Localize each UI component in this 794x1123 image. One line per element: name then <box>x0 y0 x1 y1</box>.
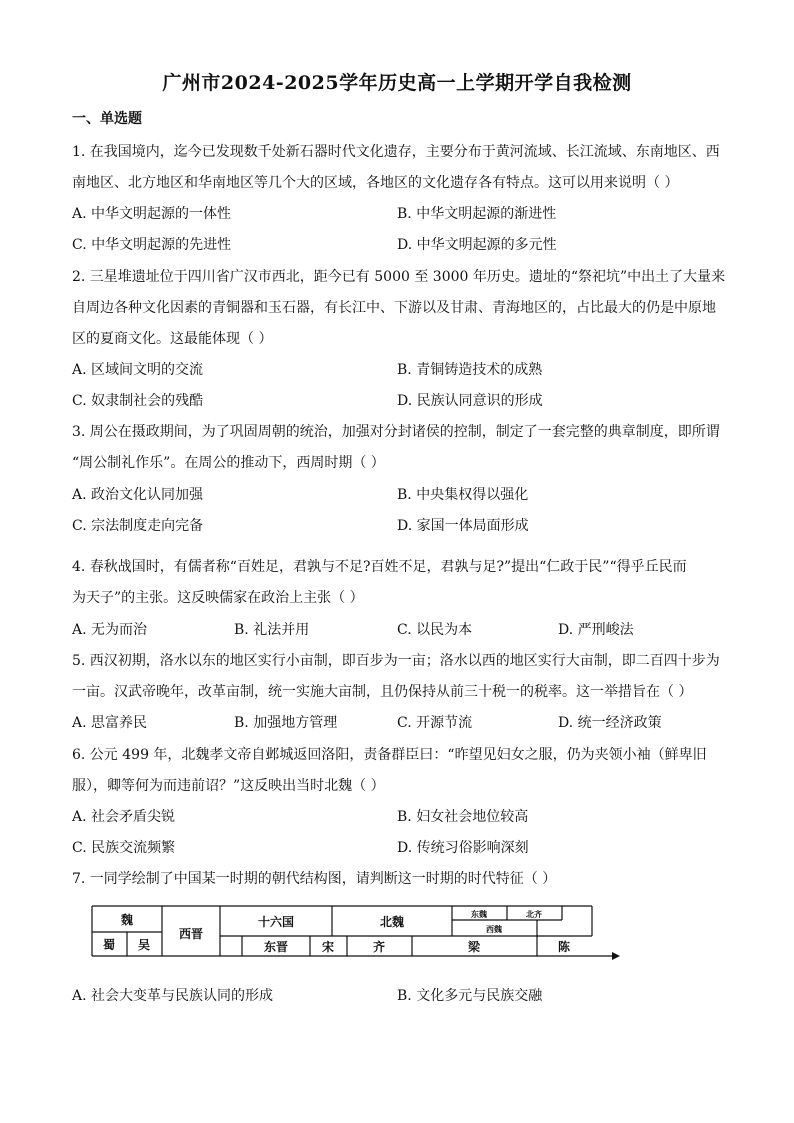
dynasty-xiwei: 西魏 <box>486 924 502 934</box>
q6-line-1: 6. 公元 499 年，北魏孝文帝自邺城返回洛阳，责备群臣曰：“昨望见妇女之服，仍为夹领小袖（鲜卑旧 <box>72 747 707 763</box>
q6-option-c[interactable]: C. 民族交流频繁 <box>72 840 176 856</box>
q3-option-d[interactable]: D. 家国一体局面形成 <box>397 518 529 534</box>
q5-line-1: 5. 西汉初期，洛水以东的地区实行小亩制，即百步为一亩；洛水以西的地区实行大亩制，即二百四十步为 <box>72 653 720 669</box>
q4-line-1: 4. 春秋战国时，有儒者称“百姓足，君孰与不足?百姓不足，君孰与足?”提出“仁政于民”“得乎丘民而 <box>72 559 687 575</box>
q2-option-c[interactable]: C. 奴隶制社会的残酷 <box>72 393 204 409</box>
dynasty-xijin: 西晋 <box>178 927 204 941</box>
q4-option-d[interactable]: D. 严刑峻法 <box>558 622 634 638</box>
q7-option-a[interactable]: A. 社会大变革与民族认同的形成 <box>72 988 274 1004</box>
q5-option-b[interactable]: B. 加强地方管理 <box>234 715 338 731</box>
q5-line-2: 一亩。汉武帝晚年，改革亩制，统一实施大亩制，且仍保持从前三十税一的税率。这一举措旨在（ ） <box>72 684 693 700</box>
dynasty-chen: 陈 <box>557 940 571 954</box>
q3-option-a[interactable]: A. 政治文化认同加强 <box>72 487 204 503</box>
q3-line-2: “周公制礼作乐”。在周公的推动下，西周时期（ ） <box>72 455 385 471</box>
q1-option-d[interactable]: D. 中华文明起源的多元性 <box>397 237 557 253</box>
dynasty-qi: 齐 <box>372 940 386 954</box>
q1-line-2: 南地区、北方地区和华南地区等几个大的区域，各地区的文化遗存各有特点。这可以用来说明（ ） <box>72 175 679 191</box>
q5-option-c[interactable]: C. 开源节流 <box>397 715 473 731</box>
q4-option-b[interactable]: B. 礼法并用 <box>234 622 310 638</box>
q7-line-1: 7. 一同学绘制了中国某一时期的朝代结构图，请判断这一时期的时代特征（ ） <box>72 871 557 887</box>
q6-option-b[interactable]: B. 妇女社会地位较高 <box>397 809 529 825</box>
q1-line-1: 1. 在我国境内，迄今已发现数千处新石器时代文化遗存，主要分布于黄河流域、长江流域、东南地区、西 <box>72 144 720 160</box>
timeline-arrow-icon <box>612 952 620 960</box>
q2-option-a[interactable]: A. 区域间文明的交流 <box>72 362 204 378</box>
dynasty-beiqi: 北齐 <box>526 909 542 919</box>
q6-option-d[interactable]: D. 传统习俗影响深刻 <box>397 840 529 856</box>
q2-line-1: 2. 三星堆遗址位于四川省广汉市西北，距今已有 5000 至 3000 年历史。遗址的“祭祀坑”中出土了大量来 <box>72 269 726 285</box>
q7-option-b[interactable]: B. 文化多元与民族交融 <box>397 988 543 1004</box>
q5-option-d[interactable]: D. 统一经济政策 <box>558 715 662 731</box>
q4-option-a[interactable]: A. 无为而治 <box>72 622 148 638</box>
q1-option-b[interactable]: B. 中华文明起源的渐进性 <box>397 206 557 222</box>
dynasty-liang: 梁 <box>467 940 481 954</box>
dynasty-wu: 吴 <box>137 938 151 952</box>
dynasty-song: 宋 <box>321 940 335 954</box>
q2-option-d[interactable]: D. 民族认同意识的形成 <box>397 393 543 409</box>
dynasty-wei: 魏 <box>120 913 134 927</box>
q4-line-2: 为天子”的主张。这反映儒家在政治上主张（ ） <box>72 590 364 606</box>
q3-option-c[interactable]: C. 宗法制度走向完备 <box>72 518 204 534</box>
q3-option-b[interactable]: B. 中央集权得以强化 <box>397 487 529 503</box>
dynasty-beiwei: 北魏 <box>379 915 405 929</box>
section-heading: 一、单选题 <box>72 111 142 127</box>
dynasty-shu: 蜀 <box>102 938 116 952</box>
dynasty-structure-diagram <box>72 896 620 974</box>
dynasty-dongwei: 东魏 <box>471 909 487 919</box>
q6-line-2: 服），卿等何为而违前诏？”这反映出当时北魏（ ） <box>72 778 385 794</box>
q1-option-c[interactable]: C. 中华文明起源的先进性 <box>72 237 232 253</box>
q2-line-3: 区的夏商文化。这最能体现（ ） <box>72 331 273 347</box>
page-title: 广州市2024-2025学年历史高一上学期开学自我检测 <box>162 72 632 94</box>
q6-option-a[interactable]: A. 社会矛盾尖锐 <box>72 809 176 825</box>
q5-option-a[interactable]: A. 思富养民 <box>72 715 148 731</box>
q2-line-2: 自周边各种文化因素的青铜器和玉石器，有长江中、下游以及甘肃、青海地区的，占比最大的仍是中原地 <box>72 300 716 316</box>
q3-line-1: 3. 周公在摄政期间，为了巩固周朝的统治，加强对分封诸侯的控制，制定了一套完整的典章制度，即所谓 <box>72 424 720 440</box>
dynasty-shiliuguo: 十六国 <box>257 915 295 929</box>
q2-option-b[interactable]: B. 青铜铸造技术的成熟 <box>397 362 543 378</box>
q1-option-a[interactable]: A. 中华文明起源的一体性 <box>72 206 232 222</box>
q4-option-c[interactable]: C. 以民为本 <box>397 622 473 638</box>
dynasty-dongjin: 东晋 <box>263 940 289 954</box>
